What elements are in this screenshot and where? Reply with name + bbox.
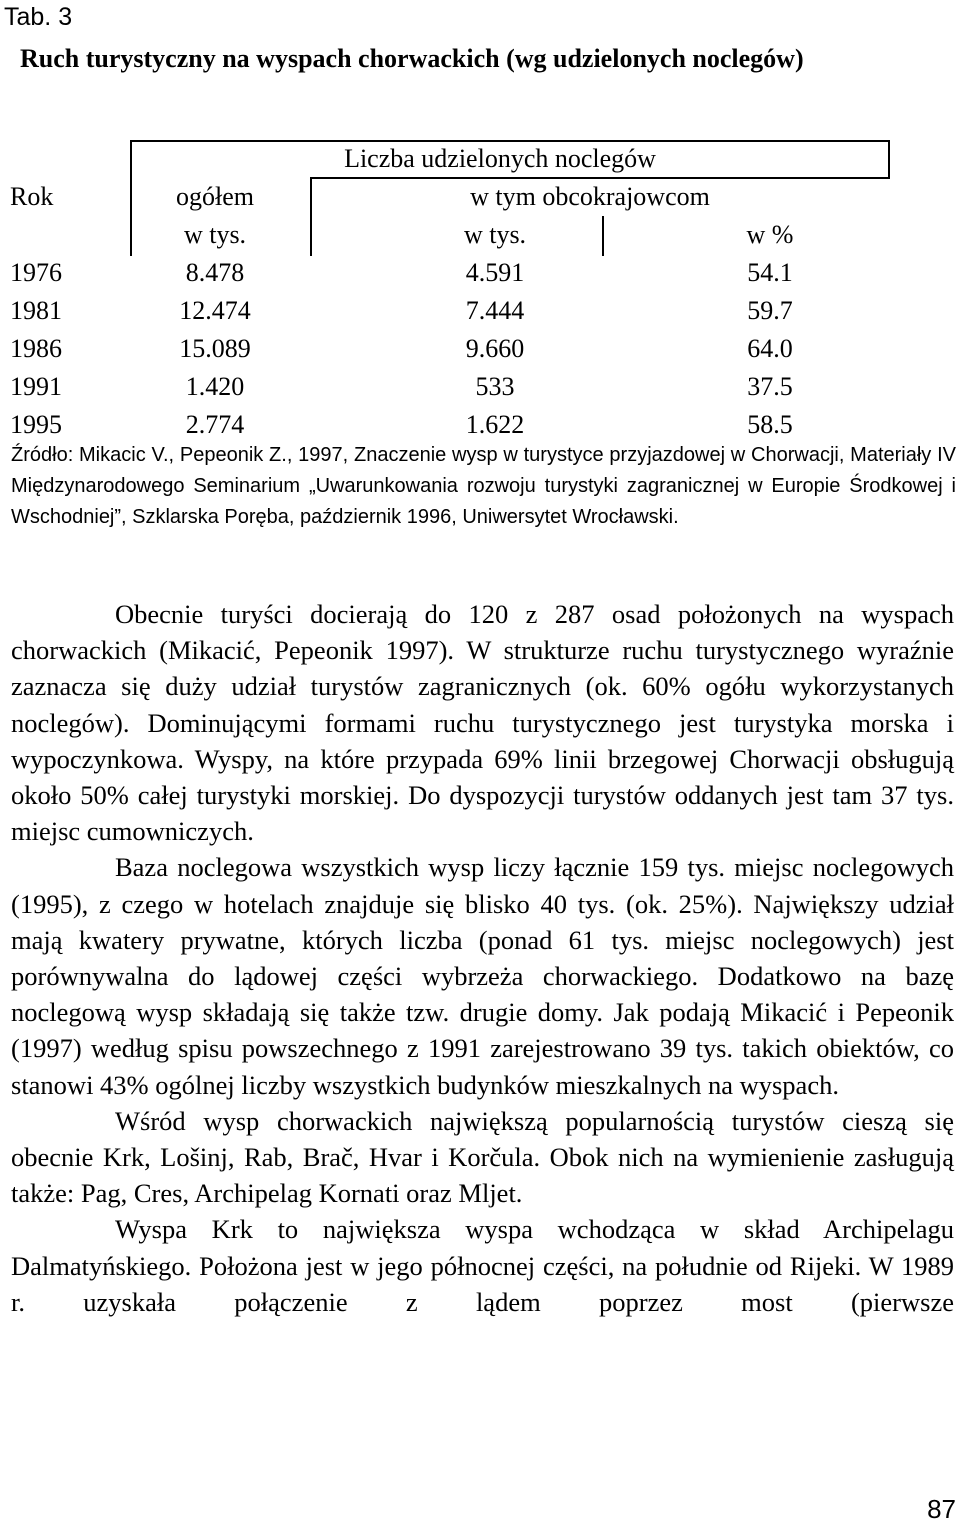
cell-percent: 59.7 [747,296,793,325]
body-text [11,596,954,1320]
header-foreign-group: w tym obcokrajowcom [470,182,710,211]
cell-total: 1.420 [185,372,245,401]
header-total-unit: w tys. [183,220,247,249]
table-number: Tab. 3 [4,3,73,31]
cell-year: 1986 [10,334,62,363]
cell-percent: 54.1 [747,258,793,287]
cell-total: 15.089 [179,334,251,363]
table-title: Ruch turystyczny na wyspach chorwackich (wg udzielonych noclegów) [20,44,804,73]
header-foreign-percent: w % [746,220,794,249]
cell-foreign: 533 [475,372,515,401]
paragraph: Wśród wysp chorwackich największą popularnością turystów cieszą się obecnie Krk, Lošinj, Rab, Brač, Hvar i Korčula. Obok nich na wymienienie zasługują także: Pag, Cres, Archipelag Kornati oraz Mljet. [11,1105,954,1209]
table-divider-middle [310,177,312,256]
source-note: Źródło: Mikacic V., Pepeonik Z., 1997, Znaczenie wysp w turystyce przyjazdowej w Chorwacji, Materiały IV Międzynarodowego Seminarium „Uwarunkowania rozwoju turystyki zagranicznej w Europie Środkowej i Wschodniej”, Szklarska Poręba, październik 1996, Uniwersytet Wrocławski. [11,444,956,528]
page-number: 87 [927,1494,956,1524]
cell-percent: 58.5 [747,410,793,439]
cell-year: 1976 [10,258,62,287]
cell-year: 1995 [10,410,62,439]
cell-foreign: 1.622 [465,410,525,439]
paragraph: Obecnie turyści docierają do 120 z 287 osad położonych na wyspach chorwackich (Mikacić, Pepeonik 1997). W strukturze ruchu turystycznego wyraźnie zaznacza się duży udział turystów zagranicznych (ok. 60% ogółu wykorzystanych noclegów). Dominującymi formami ruchu turystycznego jest turystyka morska i wypoczynkowa. Wyspy, na które przypada 69% linii brzegowej Chorwacji obsługują około 50% całej turystyki morskiej. Do dyspozycji turystów oddanych jest tam 37 tys. miejsc cumowniczych. [11,599,954,847]
cell-total: 12.474 [179,296,251,325]
cell-foreign: 4.591 [465,258,525,287]
cell-percent: 37.5 [747,372,793,401]
cell-percent: 64.0 [747,334,793,363]
cell-total: 2.774 [185,410,245,439]
header-foreign-thousands: w tys. [463,220,527,249]
header-main: Liczba udzielonych noclegów [344,144,656,173]
header-total: ogółem [176,182,254,211]
cell-year: 1991 [10,372,62,401]
paragraph: Wyspa Krk to największa wyspa wchodząca w skład Archipelagu Dalmatyńskiego. Położona jest w jego północnej części, na południe od Rijeki. W 1989 r. uzyskała połączenie z lądem poprzez most (pierwsze [11,1214,954,1317]
header-year: Rok [10,182,54,211]
cell-total: 8.478 [185,258,245,287]
cell-foreign: 9.660 [465,334,525,363]
cell-foreign: 7.444 [465,296,525,325]
paragraph: Baza noclegowa wszystkich wysp liczy łącznie 159 tys. miejsc noclegowych (1995), z czego w hotelach znajduje się blisko 40 tys. (ok. 25%). Największy udział mają kwatery prywatne, których liczba (ponad 61 tys. miejsc noclegowych) jest porównywalna do lądowej części wybrzeża chorwackiego. Dodatkowo na bazę noclegową wysp składają się także tzw. drugie domy. Jak podają Mikacić i Pepeonik (1997) według spisu powszechnego z 1991 zarejestrowano 39 tys. takich obiektów, co stanowi 43% ogólnej liczby wszystkich budynków mieszkalnych na wyspach. [11,852,954,1100]
table-right-border [888,140,890,178]
cell-year: 1981 [10,296,62,325]
